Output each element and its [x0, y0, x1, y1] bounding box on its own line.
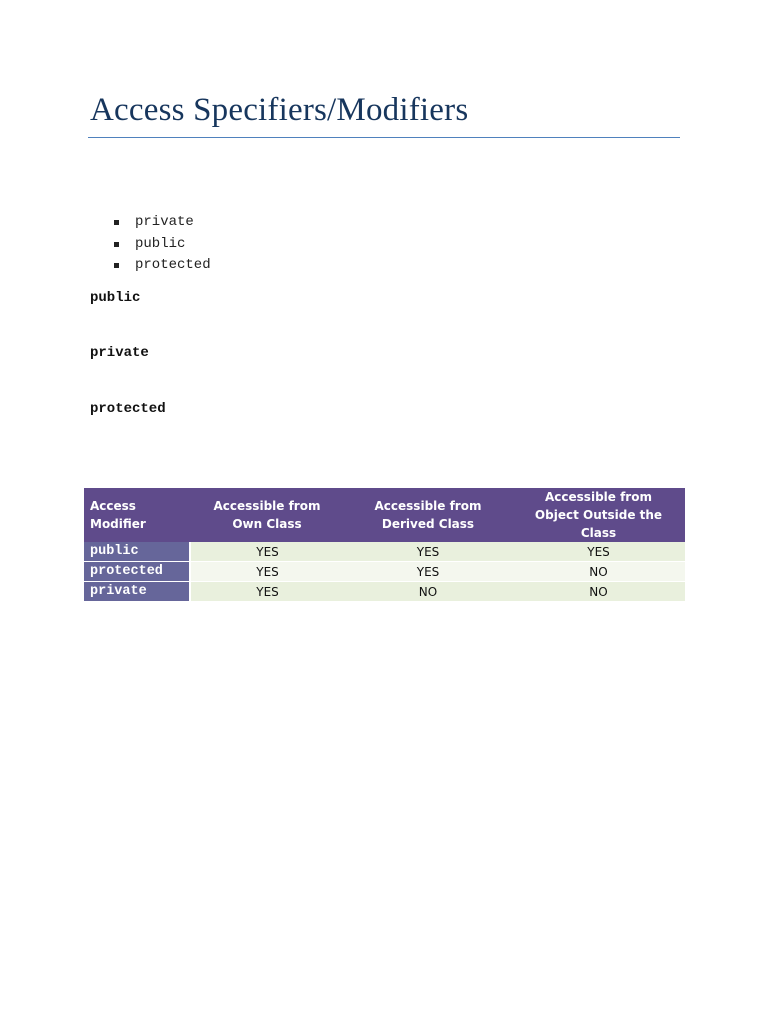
- cell-modifier: private: [84, 582, 190, 602]
- bullet-text: public: [135, 235, 186, 252]
- cell-outside-class: NO: [512, 562, 685, 582]
- cell-derived-class: NO: [344, 582, 512, 602]
- bullet-item: [112, 212, 211, 234]
- header-line: Own Class: [232, 517, 302, 531]
- cell-outside-class: NO: [512, 582, 685, 602]
- header-own-class: [190, 488, 344, 542]
- page-title: Access Specifiers/Modifiers: [90, 92, 469, 128]
- header-line: Derived Class: [381, 517, 475, 531]
- cell-outside-class: YES: [512, 542, 685, 562]
- header-line: Modifier: [90, 517, 146, 531]
- cell-own-class: YES: [190, 582, 344, 602]
- table-row: [84, 542, 685, 562]
- bullet-square-icon: [114, 220, 119, 225]
- table-row: [84, 562, 685, 582]
- header-line: Accessible from: [374, 499, 482, 513]
- table-header-row: [84, 488, 685, 542]
- header-derived-class: [344, 488, 512, 542]
- term-public: public: [90, 290, 141, 306]
- cell-modifier: protected: [84, 562, 190, 582]
- header-line: Object Outside the Class: [534, 508, 663, 540]
- header-outside-class: [512, 488, 685, 542]
- cell-derived-class: YES: [344, 562, 512, 582]
- cell-derived-class: YES: [344, 542, 512, 562]
- term-protected: protected: [90, 401, 166, 417]
- bullet-square-icon: [114, 242, 119, 247]
- table-row: [84, 582, 685, 602]
- term-private: private: [90, 345, 149, 361]
- bullet-item: [112, 255, 211, 277]
- access-modifier-table: [84, 488, 685, 601]
- cell-modifier: public: [84, 542, 190, 562]
- bullet-square-icon: [114, 263, 119, 268]
- bullet-text: private: [135, 214, 194, 230]
- header-line: Access: [90, 499, 136, 513]
- cell-own-class: YES: [190, 542, 344, 562]
- modifier-bullet-list: [112, 212, 211, 277]
- bullet-text: protected: [135, 257, 211, 273]
- header-access-modifier: [84, 488, 190, 542]
- cell-own-class: YES: [190, 562, 344, 582]
- title-underline: [88, 137, 680, 138]
- header-line: Accessible from: [545, 490, 652, 504]
- bullet-item: [112, 234, 211, 256]
- header-line: Accessible from: [213, 499, 321, 513]
